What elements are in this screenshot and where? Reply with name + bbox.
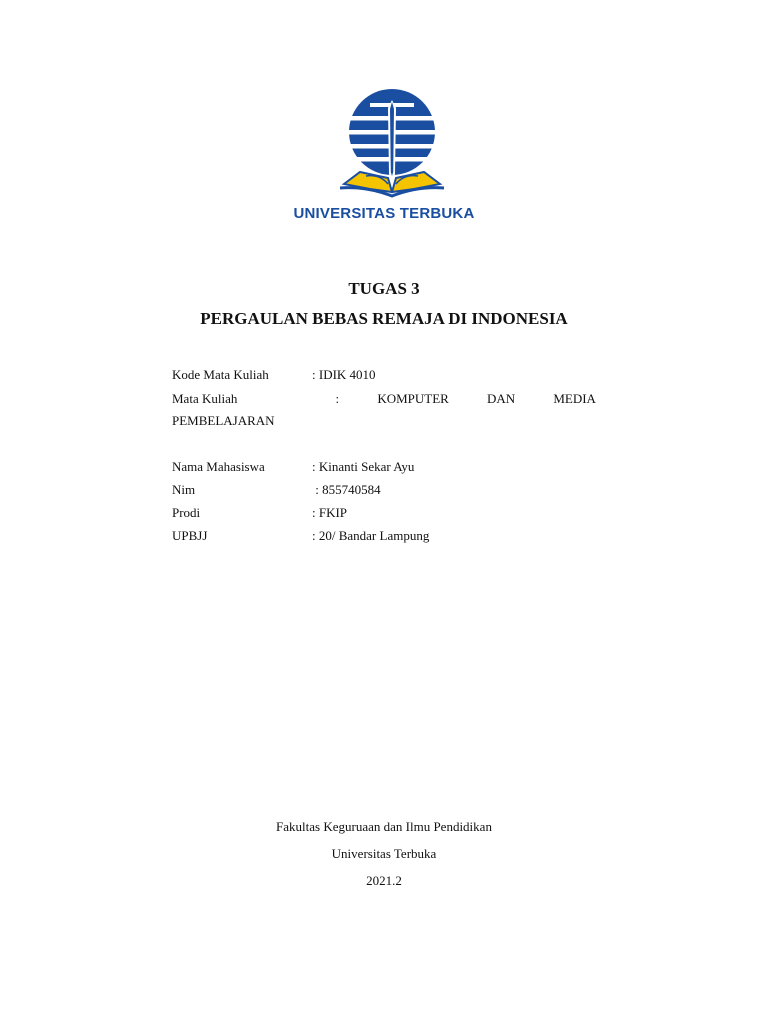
student-upbjj-value: : 20/ Bandar Lampung — [312, 528, 430, 543]
course-name-word-2: DAN — [487, 391, 516, 406]
course-name-word-3: MEDIA — [553, 391, 596, 406]
assignment-title: TUGAS 3 — [348, 279, 420, 298]
academic-period: 2021.2 — [366, 873, 402, 888]
student-upbjj-label: UPBJJ — [172, 528, 208, 543]
course-name-continuation: PEMBELAJARAN — [172, 413, 275, 428]
course-name-label: Mata Kuliah — [172, 391, 238, 406]
course-code-value: : IDIK 4010 — [312, 367, 376, 382]
course-code-label: Kode Mata Kuliah — [172, 367, 269, 382]
universitas-terbuka-logo — [330, 88, 454, 200]
logo-wordmark: UNIVERSITAS TERBUKA — [293, 205, 475, 222]
university-name: Universitas Terbuka — [331, 846, 437, 861]
faculty-name: Fakultas Keguruaan dan Ilmu Pendidikan — [276, 819, 492, 834]
student-prodi-value: : FKIP — [312, 505, 348, 520]
student-prodi-label: Prodi — [172, 505, 201, 520]
course-name-colon: : — [335, 391, 340, 406]
course-name-row — [172, 391, 596, 407]
student-nim-label: Nim — [172, 482, 196, 497]
student-name-label: Nama Mahasiswa — [172, 459, 265, 474]
assignment-topic: PERGAULAN BEBAS REMAJA DI INDONESIA — [200, 309, 568, 328]
student-name-value: : Kinanti Sekar Ayu — [312, 459, 415, 474]
student-nim-value: : 855740584 — [312, 482, 381, 497]
course-name-word-1: KOMPUTER — [377, 391, 449, 406]
